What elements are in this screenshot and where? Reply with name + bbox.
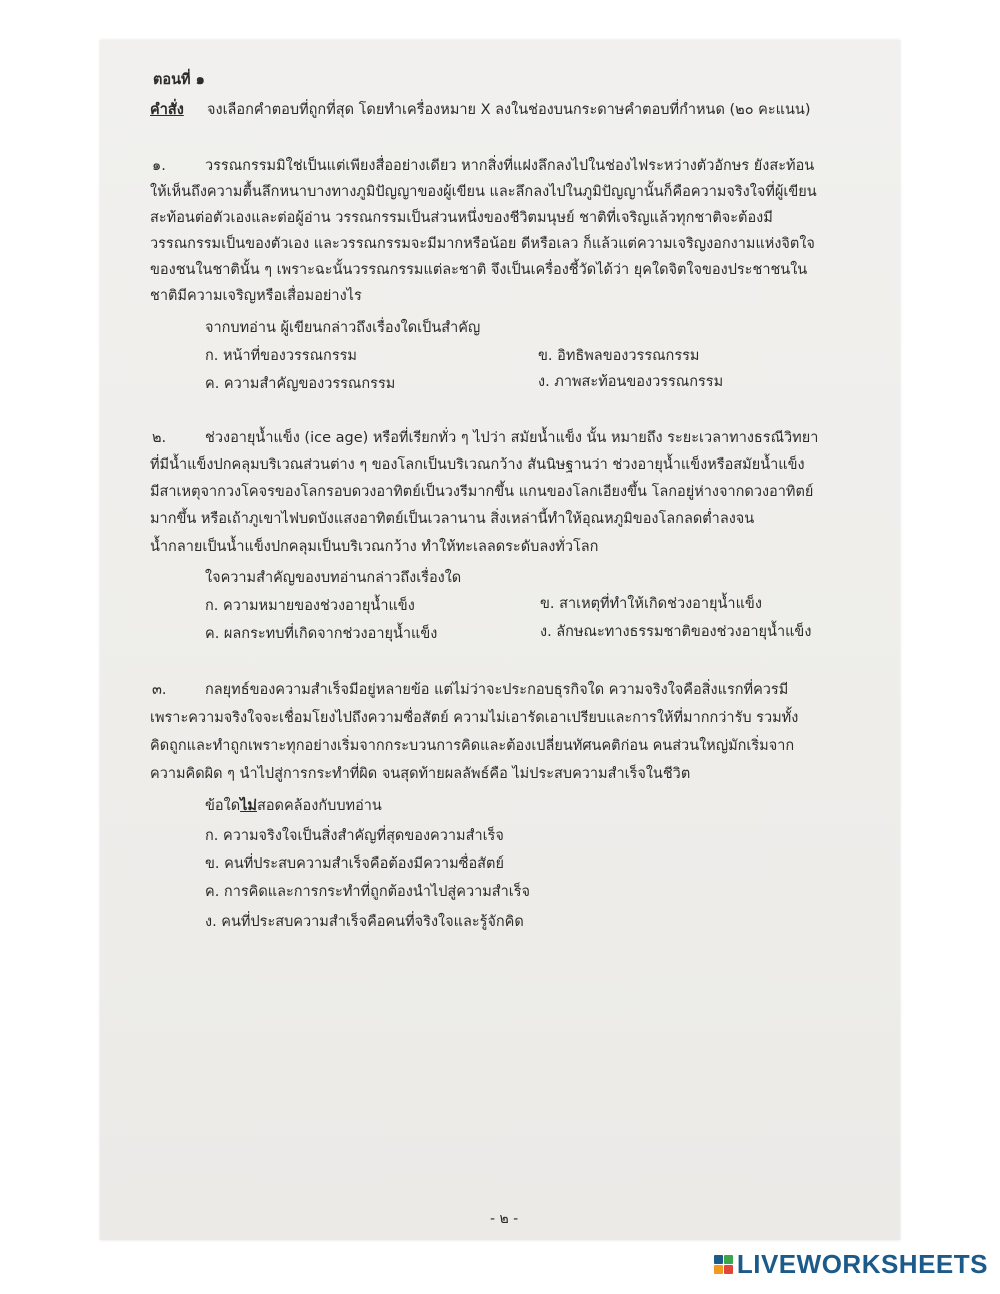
- page-number: - ๒ -: [490, 1211, 519, 1227]
- q1-passage-line: ของชนในชาตินั้น ๆ เพราะฉะนั้นวรรณกรรมแต่ละชาติ จึงเป็นเครื่องชี้วัดได้ว่า ยุคใดจิตใจของประชาชนใน: [150, 262, 808, 278]
- q2-passage-line: ที่มีน้ำแข็งปกคลุมบริเวณส่วนต่าง ๆ ของโลกเป็นบริเวณกว้าง สันนิษฐานว่า ช่วงอายุน้ำแข็งหรือสมัยน้ำแข็ง: [150, 457, 805, 473]
- liveworksheets-watermark: [714, 1249, 988, 1280]
- liveworksheets-wordmark: LIVEWORKSHEETS: [736, 1249, 988, 1279]
- q1-passage-line: สะท้อนต่อตัวเองและต่อผู้อ่าน วรรณกรรมเป็นส่วนหนึ่งของชีวิตมนุษย์ ชาติที่เจริญแล้วทุกชาติจะต้องมี: [150, 210, 773, 226]
- q3-passage-line: คิดถูกและทำถูกเพราะทุกอย่างเริ่มจากกระบวนการคิดและต้องเปลี่ยนทัศนคติก่อน คนส่วนใหญ่มักเริ่มจาก: [150, 738, 795, 754]
- instruction-text: จงเลือกคำตอบที่ถูกที่สุด โดยทำเครื่องหมาย X ลงในช่องบนกระดาษคำตอบที่กำหนด (๒๐ คะแนน): [207, 102, 811, 118]
- logo-square-orange: [714, 1265, 723, 1274]
- q2-option-a[interactable]: ก. ความหมายของช่วงอายุน้ำแข็ง: [205, 598, 415, 614]
- q2-option-d[interactable]: ง. ลักษณะทางธรรมชาติของช่วงอายุน้ำแข็ง: [540, 624, 812, 640]
- q3-option-a[interactable]: ก. ความจริงใจเป็นสิ่งสำคัญที่สุดของความสำเร็จ: [205, 828, 504, 844]
- logo-square-red: [724, 1265, 733, 1274]
- q3-question: [205, 796, 382, 816]
- q2-option-c[interactable]: ค. ผลกระทบที่เกิดจากช่วงอายุน้ำแข็ง: [205, 626, 438, 642]
- q3-question-pre: ข้อใด: [205, 798, 241, 814]
- q1-option-a[interactable]: ก. หน้าที่ของวรรณกรรม: [205, 348, 357, 364]
- q3-passage-line: ความคิดผิด ๆ นำไปสู่การกระทำที่ผิด จนสุดท้ายผลลัพธ์คือ ไม่ประสบความสำเร็จในชีวิต: [150, 766, 691, 782]
- q2-passage-line: น้ำกลายเป็นน้ำแข็งปกคลุมเป็นบริเวณกว้าง ทำให้ทะเลลดระดับลงทั่วโลก: [150, 539, 599, 555]
- q1-number: ๑.: [152, 158, 166, 174]
- q1-question: จากบทอ่าน ผู้เขียนกล่าวถึงเรื่องใดเป็นสำคัญ: [205, 320, 481, 336]
- q3-passage-line: เพราะความจริงใจจะเชื่อมโยงไปถึงความซื่อสัตย์ ความไม่เอารัดเอาเปรียบและการให้ที่มากกว่ารับ รวมทั้ง: [150, 710, 799, 726]
- logo-square-green: [724, 1255, 733, 1264]
- q1-option-d[interactable]: ง. ภาพสะท้อนของวรรณกรรม: [538, 374, 724, 390]
- q3-option-d[interactable]: ง. คนที่ประสบความสำเร็จคือคนที่จริงใจและรู้จักคิด: [205, 914, 524, 930]
- q2-passage-line: ช่วงอายุน้ำแข็ง (ice age) หรือที่เรียกทั่ว ๆ ไปว่า สมัยน้ำแข็ง นั้น หมายถึง ระยะเวลาทางธรณีวิทยา: [205, 430, 819, 446]
- logo-square-blue: [714, 1255, 723, 1264]
- q3-question-post: สอดคล้องกับบทอ่าน: [256, 798, 382, 814]
- q1-passage-line: วรรณกรรมมิใช่เป็นแต่เพียงสื่ออย่างเดียว หากสิ่งที่แฝงลึกลงไปในช่องไฟระหว่างตัวอักษร ยังสะท้อน: [205, 158, 815, 174]
- q2-option-b[interactable]: ข. สาเหตุที่ทำให้เกิดช่วงอายุน้ำแข็ง: [540, 596, 762, 612]
- q3-passage-line: กลยุทธ์ของความสำเร็จมีอยู่หลายข้อ แต่ไม่ว่าจะประกอบธุรกิจใด ความจริงใจคือสิ่งแรกที่ควรมี: [205, 682, 789, 698]
- q3-option-b[interactable]: ข. คนที่ประสบความสำเร็จคือต้องมีความซื่อสัตย์: [205, 856, 504, 872]
- instruction-label: คำสั่ง: [150, 102, 184, 118]
- part-heading: ตอนที่ ๑: [153, 72, 205, 88]
- q3-question-negation: ไม่: [240, 798, 257, 814]
- q1-option-c[interactable]: ค. ความสำคัญของวรรณกรรม: [205, 376, 396, 392]
- q1-option-b[interactable]: ข. อิทธิพลของวรรณกรรม: [538, 348, 700, 364]
- q1-passage-line: วรรณกรรมเป็นของตัวเอง และวรรณกรรมจะมีมากหรือน้อย ดีหรือเลว ก็แล้วแต่ความเจริญงอกงามแห่งจิตใจ: [150, 236, 815, 252]
- q3-option-c[interactable]: ค. การคิดและการกระทำที่ถูกต้องนำไปสู่ความสำเร็จ: [205, 884, 531, 900]
- q1-passage-line: ให้เห็นถึงความตื้นลึกหนาบางทางภูมิปัญญาของผู้เขียน และลึกลงไปในภูมิปัญญานั้นก็คือความจริงใจที่ผู้เขียน: [150, 184, 817, 200]
- q3-number: ๓.: [152, 682, 167, 698]
- q2-number: ๒.: [152, 430, 167, 446]
- liveworksheets-logo-icon: [714, 1255, 733, 1274]
- q2-passage-line: มากขึ้น หรือเถ้าภูเขาไฟบดบังแสงอาทิตย์เป็นเวลานาน สิ่งเหล่านี้ทำให้อุณหภูมิของโลกลดต่ำลงจน: [150, 511, 755, 527]
- instruction-line: [150, 100, 810, 120]
- q2-passage-line: มีสาเหตุจากวงโคจรของโลกรอบดวงอาทิตย์เป็นวงรีมากขึ้น แกนของโลกเอียงขึ้น โลกอยู่ห่างจากดวงอาทิตย์: [150, 484, 814, 500]
- q1-passage-line: ชาติมีความเจริญหรือเสื่อมอย่างไร: [150, 288, 362, 304]
- q2-question: ใจความสำคัญของบทอ่านกล่าวถึงเรื่องใด: [205, 570, 462, 586]
